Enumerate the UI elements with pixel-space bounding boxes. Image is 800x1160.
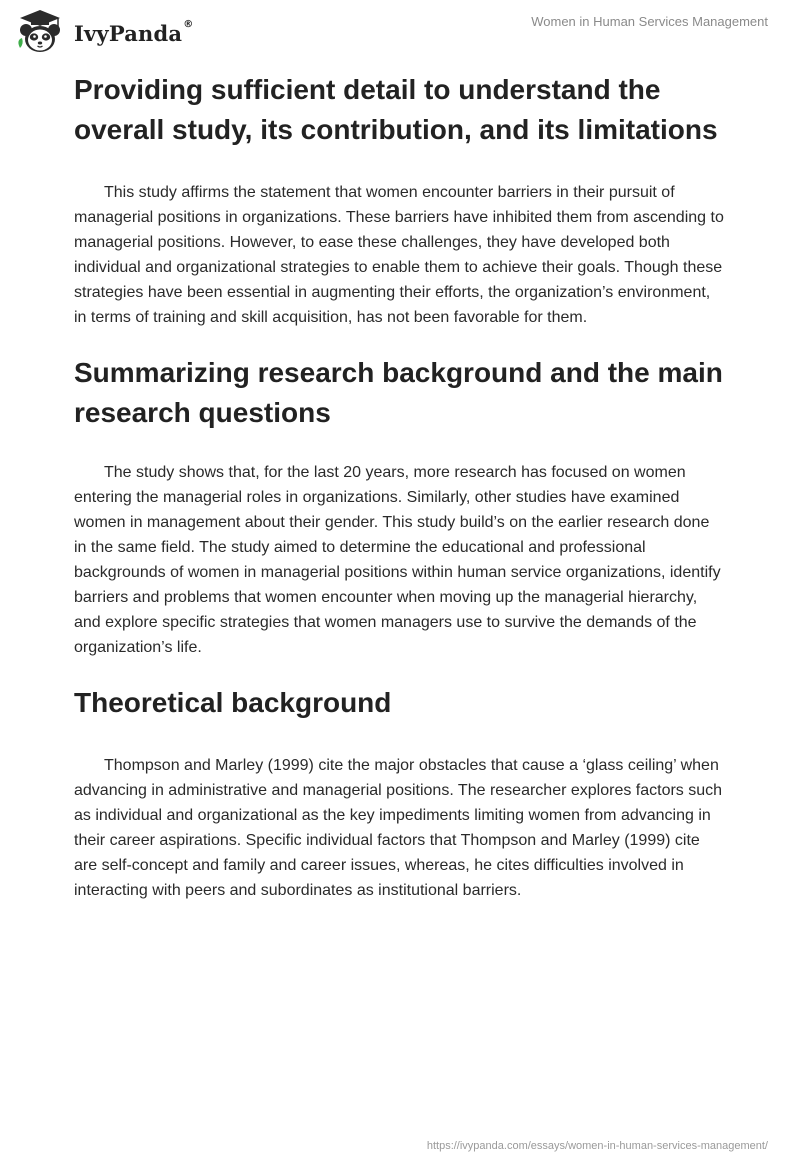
section-heading: Theoretical background <box>74 687 392 718</box>
section-paragraph: This study affirms the statement that women encounter barriers in their pursuit of managerial positions in organizations. These barriers have inhibited them from ascending to managerial positions. However, to ease these challenges, they have developed both individual and organizational strategies to enable them to achieve their goals. Though these strategies have been essential in augmenting their efforts, the organization’s environment, in terms of training and skill acquisition, has not been favorable for them. <box>74 184 724 326</box>
section-heading: Providing sufficient detail to understand the overall study, its contribution, and its limitations <box>74 74 718 145</box>
panda-graduate-icon <box>14 8 66 56</box>
section-paragraph: The study shows that, for the last 20 years, more research has focused on women entering the managerial roles in organizations. Similarly, other studies have examined women in management about their gender. This study build’s on the earlier research done in the same field. The study aimed to determine the educational and professional backgrounds of women in managerial positions within human service organizations, identify barriers and problems that women encounter when moving up the managerial hierarchy, and explore specific strategies that women managers use to survive the demands of the organization’s life. <box>74 464 721 656</box>
brand-name: IvyPanda® <box>74 18 194 46</box>
page-header <box>0 0 800 60</box>
source-url[interactable]: https://ivypanda.com/essays/women-in-human-services-management/ <box>426 1140 768 1152</box>
ivypanda-logo[interactable] <box>14 8 193 56</box>
section-paragraph: Thompson and Marley (1999) cite the major obstacles that cause a ‘glass ceiling’ when advancing in administrative and managerial positions. The researcher explores factors such as individual and organizational as the key impediments limiting women from advancing in their career aspirations. Specific individual factors that Thompson and Marley (1999) cite are self-concept and family and career issues, whereas, he cites difficulties involved in interacting with peers and subordinates as institutional barriers. <box>74 757 723 899</box>
document-title: Women in Human Services Management <box>531 14 768 29</box>
section-heading: Summarizing research background and the main research questions <box>74 357 723 428</box>
essay-content <box>74 70 724 903</box>
registered-mark: ® <box>183 18 194 30</box>
